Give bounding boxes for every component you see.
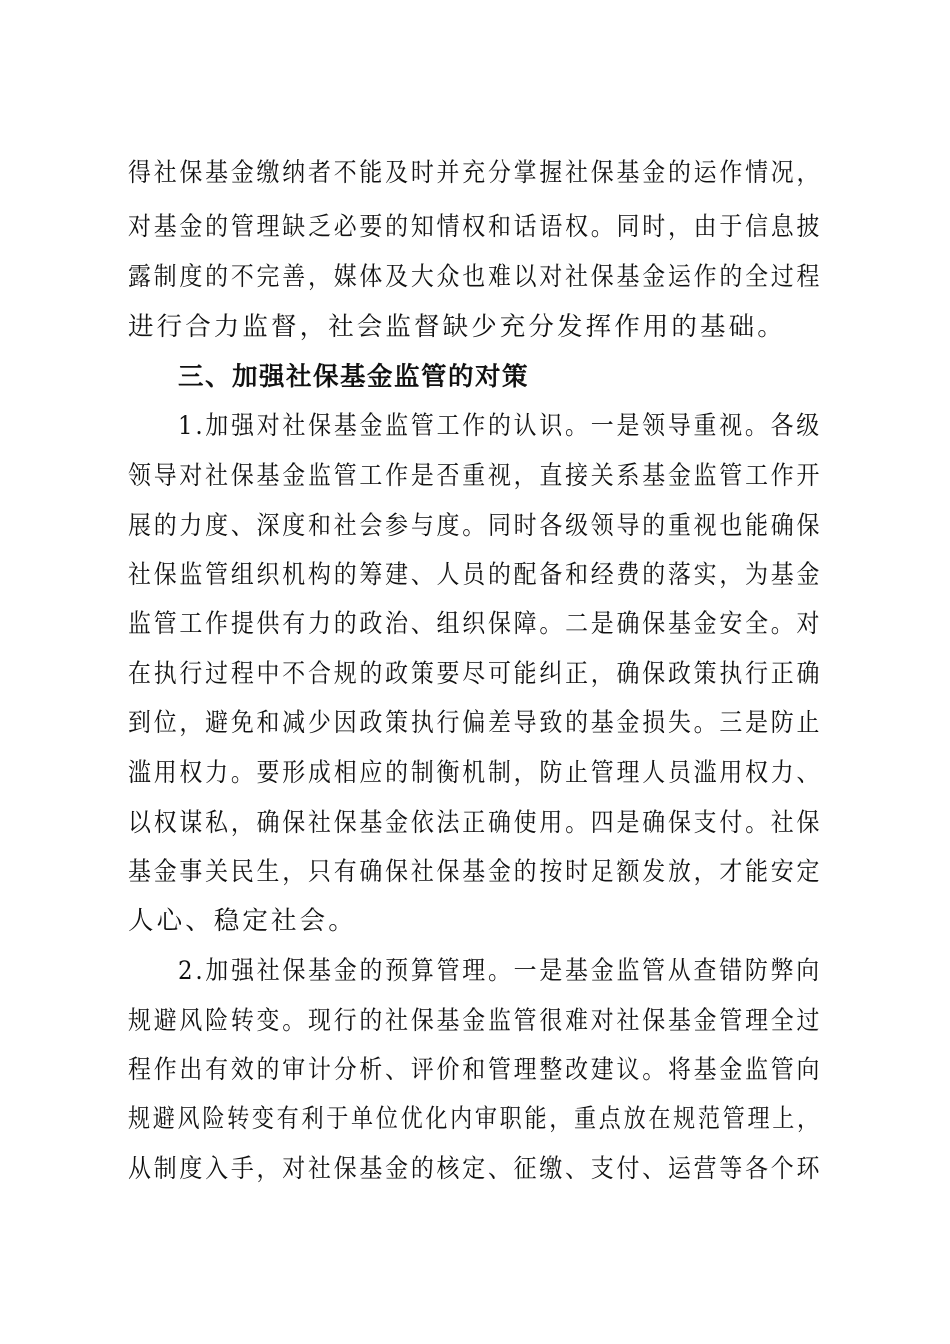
body-text-line: 基金事关民生，只有确保社保基金的按时足额发放，才能安定 [128, 857, 823, 887]
body-text-line: 展的力度、深度和社会参与度。同时各级领导的重视也能确保 [128, 511, 823, 541]
body-text-line: 以权谋私，确保社保基金依法正确使用。四是确保支付。社保 [128, 808, 823, 838]
body-text-line: 领导对社保基金监管工作是否重视，直接关系基金监管工作开 [128, 461, 823, 491]
body-text-line: 露制度的不完善，媒体及大众也难以对社保基金运作的全过程 [128, 262, 823, 292]
body-text-line: 监管工作提供有力的政治、组织保障。二是确保基金安全。对 [128, 609, 823, 639]
body-text-line: 进行合力监督，社会监督缺少充分发挥作用的基础。 [128, 312, 786, 342]
body-text-line: 在执行过程中不合规的政策要尽可能纠正，确保政策执行正确 [128, 659, 823, 689]
body-text-line: 从制度入手，对社保基金的核定、征缴、支付、运营等各个环 [128, 1154, 823, 1184]
body-text-line: 程作出有效的审计分析、评价和管理整改建议。将基金监管向 [128, 1055, 823, 1085]
body-text-line: 滥用权力。要形成相应的制衡机制，防止管理人员滥用权力、 [128, 758, 823, 788]
body-text-line: 2.加强社保基金的预算管理。一是基金监管从查错防弊向 [178, 956, 822, 986]
body-text-line: 得社保基金缴纳者不能及时并充分掌握社保基金的运作情况， [128, 158, 823, 188]
body-text-line: 规避风险转变。现行的社保基金监管很难对社保基金管理全过 [128, 1006, 823, 1036]
body-text-line: 对基金的管理缺乏必要的知情权和话语权。同时，由于信息披 [128, 212, 823, 242]
body-text-line: 规避风险转变有利于单位优化内审职能，重点放在规范管理上， [128, 1104, 822, 1134]
body-text-line: 1.加强对社保基金监管工作的认识。一是领导重视。各级 [178, 411, 822, 441]
body-text-line: 到位，避免和减少因政策执行偏差导致的基金损失。三是防止 [128, 708, 823, 738]
body-text-line: 社保监管组织机构的筹建、人员的配备和经费的落实，为基金 [128, 560, 823, 590]
body-text-line: 人心、稳定社会。 [128, 906, 357, 936]
section-heading: 三、加强社保基金监管的对策 [178, 362, 530, 392]
